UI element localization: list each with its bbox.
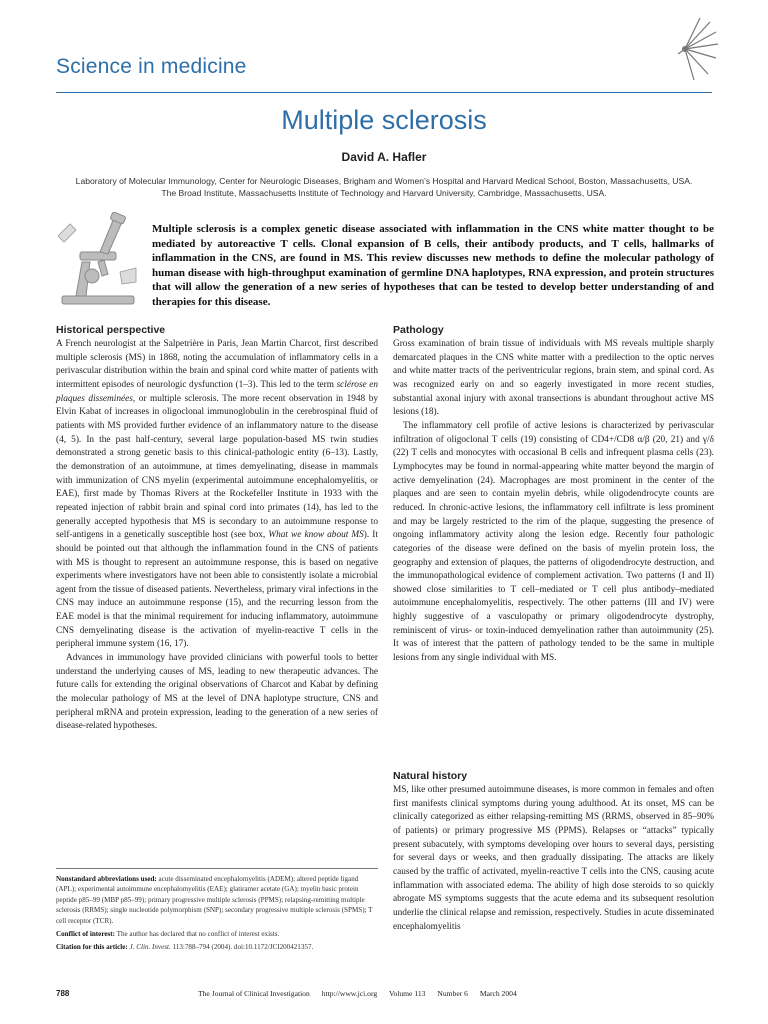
- heading-pathology: Pathology: [393, 324, 444, 336]
- affiliation: [50, 176, 718, 199]
- footnote-citation: Citation for this article: J. Clin. Invest. 113:788–794 (2004). doi:10.1172/JCI200421357.: [56, 943, 314, 952]
- footnote-conflict: Conflict of interest: The author has declared that no conflict of interest exists.: [56, 930, 280, 939]
- natural-history-text: [393, 784, 714, 980]
- issue-date: March 2004: [479, 989, 517, 998]
- article-title: Multiple sclerosis: [281, 105, 487, 135]
- paragraph: The inflammatory cell profile of active lesions is characterized by perivascular infiltration of oligoclonal T cells (19) consisting of CD4+/CD8 α/β (20, 21) and γ/δ (22) T cells and monocytes with occasional B cells and infrequent plasma cells (23). Lymphocytes may be found in normal-appearing white matter beyond the margin of active demyelination (24). Macrophages are most prominent in the center of the plaques and are seen to contain myelin debris, while oligodendrocyte counts are reduced. In chronic-active lesions, the inflammatory cell infiltrate is less prominent and may be largely restricted to the rim of the plaque, suggesting the presence of ongoing inflammatory activity along the lesion edge. Recently four pathologic categories of the disease were defined on the basis of myelin protein loss, the geography and extension of plaques, the patterns of oligodendrocyte destruction, and the immunopathological evidence of complement activation. Two patterns (I and II) showed close similarities to T cell–mediated or T cell plus antibody–mediated autoimmune encephalomyelitis, respectively. The other patterns (III and IV) were highly suggestive of a vasculopathy or primary oligodendrocyte dystrophy, reminiscent of virus- or toxin-induced demyelination rather than autoimmunity (25). It was of interest that the pattern of pathology tended to be the same in multiple lesions from any single individual with MS.: [393, 420, 714, 664]
- paragraph: Gross examination of brain tissue of individuals with MS reveals multiple sharply demarcated plaques in the CNS white matter with a predilection to the optic nerves and white matter tracts of the periventricular regions, brain stem, and spinal cord. As was recognized early on and so eagerly investigated in more recent studies, substantial axonal injury with axonal transections is abundant throughout active MS lesions (18).: [393, 339, 714, 418]
- volume: Volume 113: [388, 989, 426, 998]
- paragraph: Advances in immunology have provided clinicians with powerful tools to better understand the underlying causes of MS, leading to new therapeutic advances. The future calls for extending the original observations of Charcot and Kabat by defining the molecular pathology of MS at the level of DNA haplotype structure, CNS and peripheral mRNA and protein expression, leading to the generation of a new series of disease-related hypotheses.: [56, 653, 378, 732]
- section-label: Science in medicine: [56, 55, 247, 78]
- journal-logo-icon: [650, 14, 720, 84]
- paragraph: MS, like other presumed autoimmune diseases, is more common in females and often first manifests clinical symptoms during young adulthood. At its onset, MS can be clinically categorized as either relapsing-remitting MS (RRMS, observed in 85–90% of patients) or primary progressive MS (PPMS). Relapses or “attacks” typically present subacutely, with symptoms developing over hours to several days, persisting for several days or weeks, and then gradually dissipating. The attacks are likely caused by the traffic of activated, myelin-reactive T cells into the CNS, causing acute inflammation with associated edema. The ability of high dose steroids to so quickly abrogate MS symptoms suggests that the acute edema and its subsequent resolution underlie the clinical relapse and remission, respectively. Studies in acute disseminated encephalomyelitis: [393, 785, 714, 932]
- footnotes: [56, 874, 378, 956]
- affiliation-line-1: Laboratory of Molecular Immunology, Center for Neurologic Diseases, Brigham and Women’s Hospital and Harvard Medical School, Boston, Massachusetts, USA.: [75, 176, 693, 186]
- author: David A. Hafler: [341, 150, 427, 164]
- affiliation-line-2: The Broad Institute, Massachusetts Institute of Technology and Harvard University, Cambridge, Massachusetts, USA.: [161, 187, 607, 198]
- journal-url[interactable]: http://www.jci.org: [321, 989, 378, 998]
- heading-historical-perspective: Historical perspective: [56, 324, 166, 336]
- abstract: Multiple sclerosis is a complex genetic disease associated with inflammation in the CNS white matter thought to be mediated by autoreactive T cells. Clonal expansion of B cells, their antibody products, and T cells, hallmarks of inflammation in the CNS, are found in MS. This review discusses new methods to define the molecular pathology of human disease with high-throughput examination of germline DNA haplotypes, RNA expression, and protein structures that will allow the generation of a new series of hypotheses that can be tested to develop better understanding of and therapies for this disease.: [152, 223, 714, 308]
- heading-natural-history: Natural history: [393, 770, 468, 782]
- footer-info: [198, 989, 527, 998]
- journal-name: The Journal of Clinical Investigation: [198, 989, 310, 998]
- pathology-text: [393, 338, 714, 666]
- paragraph: A French neurologist at the Salpetrière in Paris, Jean Martin Charcot, first described multiple sclerosis (MS) in 1868, noting the accumulation of inflammatory cells in a perivascular distribution within the brain and spinal cord white matter of patients with intermittent episodes of neurologic dysfunction (1–3). This led to the term sclérose en plaques disseminées, or multiple sclerosis. The more recent observation in 1948 by Elvin Kabat of increases in oligoclonal immunoglobulin in the cerebrospinal fluid of patients with MS provided further evidence of an inflammatory nature to the disease (4, 5). In the past half-century, several large population-based MS twin studies demonstrated a strong genetic basis to this clinical-pathologic entity (6–13). Lastly, the demonstration of an autoimmune, at times demyelinating, disease in mammals with immunization of CNS myelin (experimental autoimmune encephalomyelitis, or EAE), first made by Thomas Rivers at the Rockefeller Institute in 1933 with the repeated injection of rabbit brain and spinal cord into primates (14), has led to the generally accepted hypothesis that MS is secondary to an autoimmune response to self-antigens in a genetically susceptible host (see box, What we know about MS). It should be pointed out that although the inflammation found in the CNS of patients with MS is thought to represent an autoimmune response, this is based on negative experiments where investigators have not been able to consistently isolate a microbial agent from the tissue of diseased patients. Nevertheless, primary viral infections in the CNS may induce an autoimmune response (15), and the recurring lesson from the EAE model is that the minimal requirement for inducing inflammatory, autoimmune CNS demyelinating disease is the activation of myelin-reactive T cells in the peripheral immune system (16, 17).: [56, 339, 379, 650]
- page-number: 788: [56, 989, 70, 998]
- historical-perspective-text: [56, 338, 378, 734]
- footnote-rule: [56, 868, 378, 869]
- issue-number: Number 6: [437, 989, 468, 998]
- header-rule: [56, 92, 712, 93]
- footnote-abbreviations: Nonstandard abbreviations used: acute disseminated encephalomyelitis (ADEM); altered peptide ligand (APL); experimental autoimmune encephalomyelitis (EAE); glatiramer acetate (GA); myelin basic protein peptide p85–99 (MBP p85–99); primary progressive multiple sclerosis (PPMS); relapsing-remitting multiple sclerosis (RRMS); single nucleotide polymorphism (SNP); secondary progressive multiple sclerosis (SPMS); T cell receptor (TCR).: [56, 875, 373, 925]
- microscope-illustration-icon: [56, 212, 140, 308]
